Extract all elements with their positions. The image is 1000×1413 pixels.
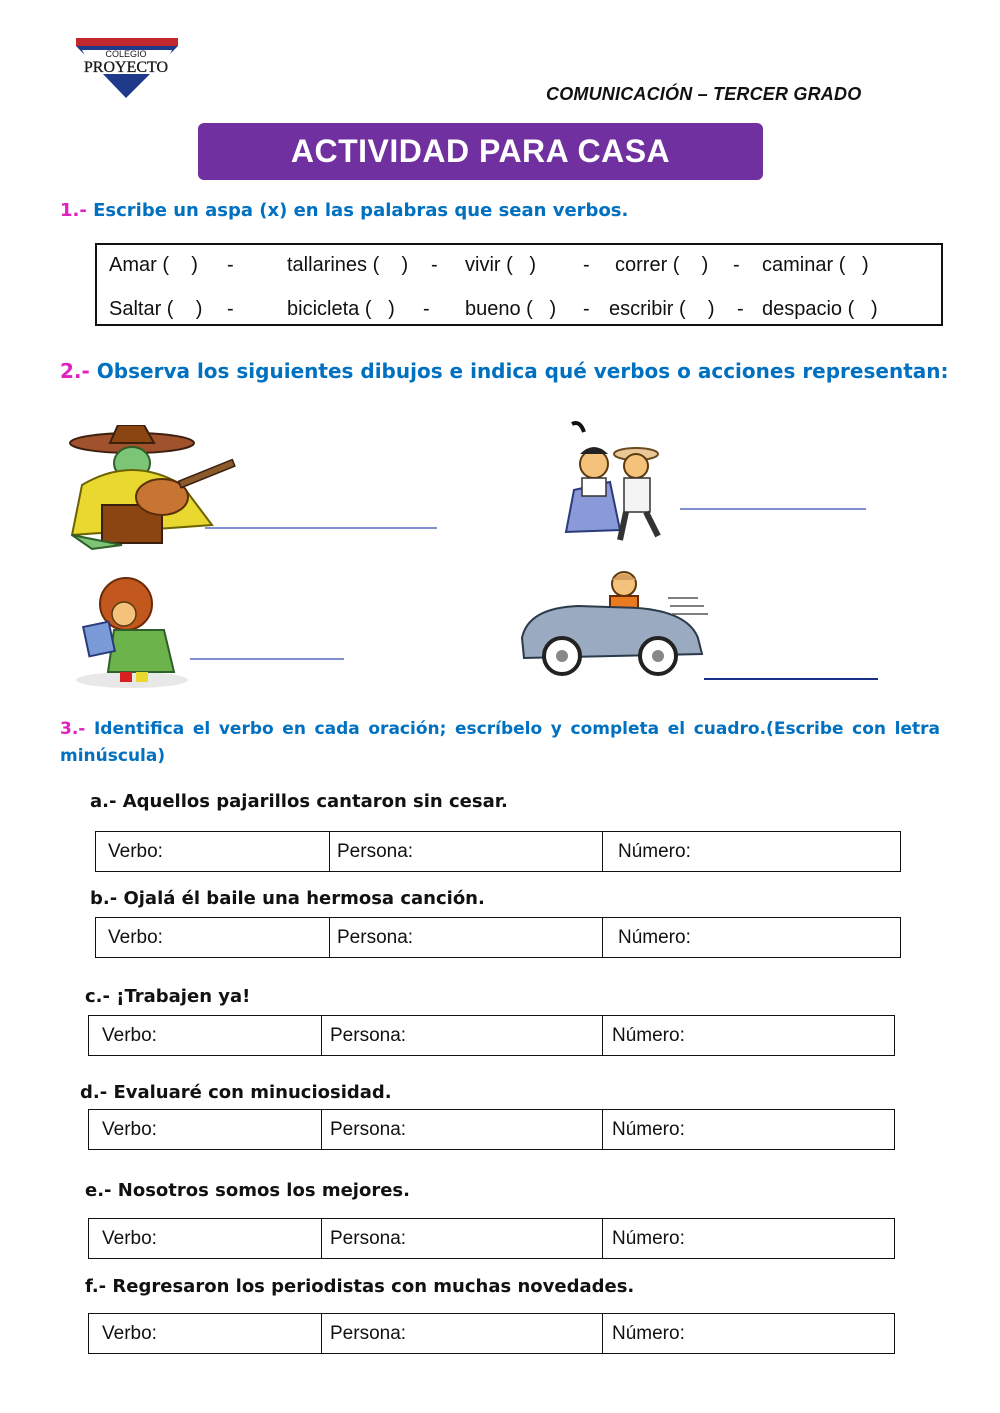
- word-separator: -: [583, 298, 590, 320]
- persona-cell[interactable]: Persona:: [330, 918, 603, 957]
- numero-cell[interactable]: Número:: [612, 1024, 685, 1046]
- verbo-cell[interactable]: Verbo:: [89, 1016, 322, 1055]
- persona-cell[interactable]: Persona:: [322, 1110, 603, 1149]
- answer-table-f: [88, 1313, 895, 1354]
- numero-cell[interactable]: Número:: [618, 926, 691, 948]
- sentence-b: b.- Ojalá él baile una hermosa canción.: [90, 888, 485, 909]
- verbo-cell[interactable]: Verbo:: [96, 918, 330, 957]
- numero-cell[interactable]: Número:: [618, 840, 691, 862]
- answer-table-a: [95, 831, 901, 872]
- answer-line-2[interactable]: [680, 508, 866, 510]
- question-1-number: 1.-: [60, 200, 87, 221]
- logo-line1: COLEGIO: [105, 49, 147, 59]
- question-1-text: Escribe un aspa (x) en las palabras que sean verbos.: [93, 200, 629, 221]
- answer-table-e: [88, 1218, 895, 1259]
- answer-line-1[interactable]: [205, 527, 437, 529]
- numero-cell[interactable]: Número:: [612, 1118, 685, 1140]
- question-1-title: [60, 200, 628, 221]
- word-separator: -: [583, 254, 590, 276]
- sentence-d: d.- Evaluaré con minuciosidad.: [80, 1082, 392, 1103]
- question-2-number: 2.-: [60, 359, 90, 383]
- word-separator: -: [737, 298, 744, 320]
- school-logo: [60, 36, 192, 100]
- answer-table-b: [95, 917, 901, 958]
- reading-girl-picture: [74, 576, 190, 690]
- persona-cell[interactable]: Persona:: [322, 1219, 603, 1258]
- verbo-cell[interactable]: Verbo:: [96, 832, 330, 871]
- driving-man-picture: [518, 568, 714, 684]
- persona-cell[interactable]: Persona:: [330, 832, 603, 871]
- word-option[interactable]: vivir ( ): [465, 254, 537, 276]
- word-separator: -: [423, 298, 430, 320]
- numero-cell[interactable]: Número:: [612, 1227, 685, 1249]
- numero-cell[interactable]: Número:: [612, 1322, 685, 1344]
- question-2-title: [60, 359, 949, 383]
- sentence-f: f.- Regresaron los periodistas con muchas novedades.: [85, 1276, 635, 1297]
- word-option[interactable]: Amar ( ): [109, 254, 198, 276]
- word-option[interactable]: caminar ( ): [762, 254, 869, 276]
- question-2-text: Observa los siguientes dibujos e indica qué verbos o acciones representan:: [96, 359, 949, 383]
- word-option[interactable]: Saltar ( ): [109, 298, 203, 320]
- answer-line-4[interactable]: [704, 678, 878, 680]
- sentence-c: c.- ¡Trabajen ya!: [85, 986, 251, 1007]
- verbo-cell[interactable]: Verbo:: [89, 1219, 322, 1258]
- persona-cell[interactable]: Persona:: [322, 1016, 603, 1055]
- verb-word-box: [95, 243, 943, 326]
- word-option[interactable]: bicicleta ( ): [287, 298, 395, 320]
- question-3-number: 3.-: [60, 719, 86, 739]
- word-separator: -: [227, 254, 234, 276]
- word-separator: -: [733, 254, 740, 276]
- grade-title: COMUNICACIÓN – TERCER GRADO: [546, 84, 862, 104]
- answer-table-d: [88, 1109, 895, 1150]
- activity-banner: ACTIVIDAD PARA CASA: [198, 123, 763, 180]
- logo-line2: PROYECTO: [83, 59, 169, 76]
- word-separator: -: [431, 254, 438, 276]
- sentence-a: a.- Aquellos pajarillos cantaron sin cesar.: [90, 791, 508, 812]
- persona-cell[interactable]: Persona:: [322, 1314, 603, 1353]
- word-separator: -: [227, 298, 234, 320]
- answer-line-3[interactable]: [190, 658, 344, 660]
- guitar-player-picture: [62, 425, 248, 551]
- answer-table-c: [88, 1015, 895, 1056]
- word-option[interactable]: bueno ( ): [465, 298, 557, 320]
- sentence-e: e.- Nosotros somos los mejores.: [85, 1180, 410, 1201]
- word-option[interactable]: correr ( ): [615, 254, 709, 276]
- dancing-couple-picture: [562, 420, 674, 544]
- question-3-title: [60, 716, 940, 770]
- word-option[interactable]: escribir ( ): [609, 298, 715, 320]
- word-option[interactable]: despacio ( ): [762, 298, 878, 320]
- word-option[interactable]: tallarines ( ): [287, 254, 409, 276]
- verbo-cell[interactable]: Verbo:: [89, 1110, 322, 1149]
- verbo-cell[interactable]: Verbo:: [89, 1314, 322, 1353]
- question-3-text: Identifica el verbo en cada oración; escríbelo y completa el cuadro.(Escribe con letra minúscula): [60, 719, 941, 766]
